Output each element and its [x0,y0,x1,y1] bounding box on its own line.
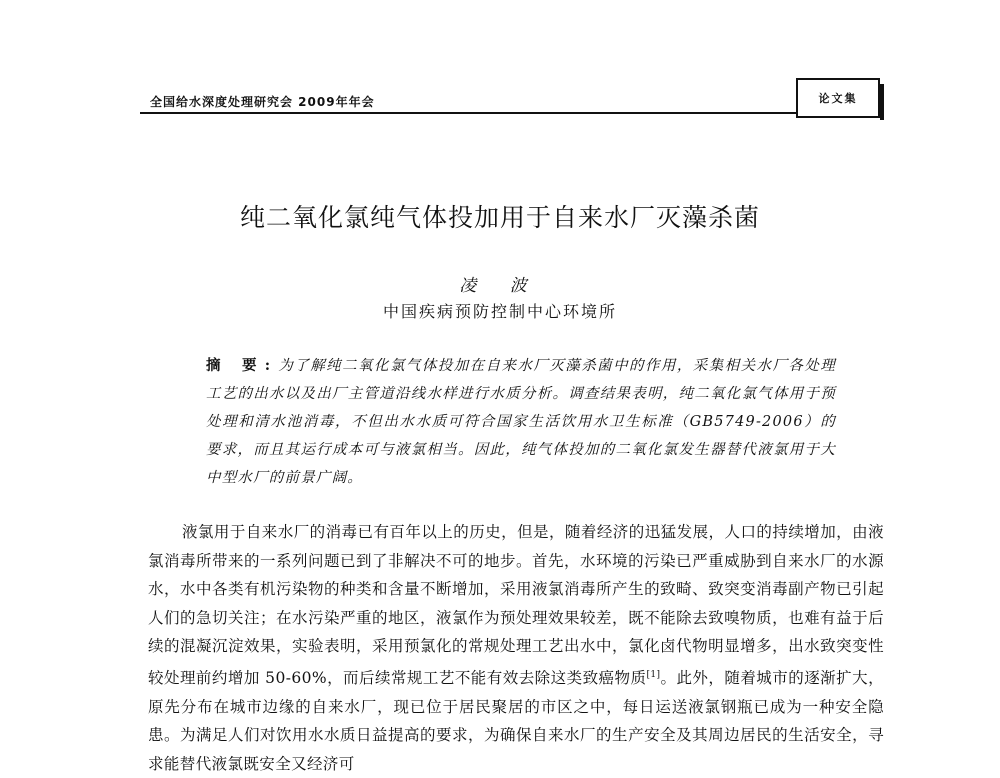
author-name: 凌 波 [459,276,541,296]
citation-ref[interactable]: [1] [646,669,661,680]
body-paragraph [148,518,884,778]
abstract-label: 摘 要: [206,357,279,374]
body-text-part2: 。此外，随着城市的逐渐扩大，原先分布在城市边缘的自来水厂，现已位于居民聚居的市区之中，每日运送液氯钢瓶已成为一种安全隐患。为满足人们对饮用水水质日益提高的要求，为确保自来水厂的生产安全及其周边居民的生活安全，寻求能替代液氯既安全又经济可 [148,668,884,773]
author-affiliation: 中国疾病预防控制中心环境所 [382,302,617,321]
section-label: 论文集 [796,78,880,118]
abstract [206,352,836,492]
body-text-part1: 液氯用于自来水厂的消毒已有百年以上的历史，但是，随着经济的迅猛发展，人口的持续增加，由液氯消毒所带来的一系列问题已到了非解决不可的地步。首先，水环境的污染已严重威胁到自来水厂的水源水，水中各类有机污染物的种类和含量不断增加，采用液氯消毒所产生的致畸、致突变消毒副产物已引起人们的急切关注；在水污染严重的地区，液氯作为预处理效果较差，既不能除去致嗅物质，也难有益于后续的混凝沉淀效果，实验表明，采用预氯化的常规处理工艺出水中，氯化卤代物明显增多，出水致突变性较处理前约增加 50-60%，而后续常规工艺不能有效去除这类致癌物质 [148,523,884,687]
header-rule [140,112,796,114]
paper-title: 纯二氧化氯纯气体投加用于自来水厂灭藻杀菌 [239,203,760,232]
abstract-text: 为了解纯二氧化氯气体投加在自来水厂灭藻杀菌中的作用，采集相关水厂各处理工艺的出水以及出厂主管道沿线水样进行水质分析。调查结果表明，纯二氧化氯气体用于预处理和清水池消毒，不但出水水质可符合国家生活饮用水卫生标准（GB5749-2006）的要求，而且其运行成本可与液氯相当。因此，纯气体投加的二氧化氯发生器替代液氯用于大中型水厂的前景广阔。 [206,358,836,486]
running-header: 全国给水深度处理研究会 2009年年会 [150,95,375,109]
